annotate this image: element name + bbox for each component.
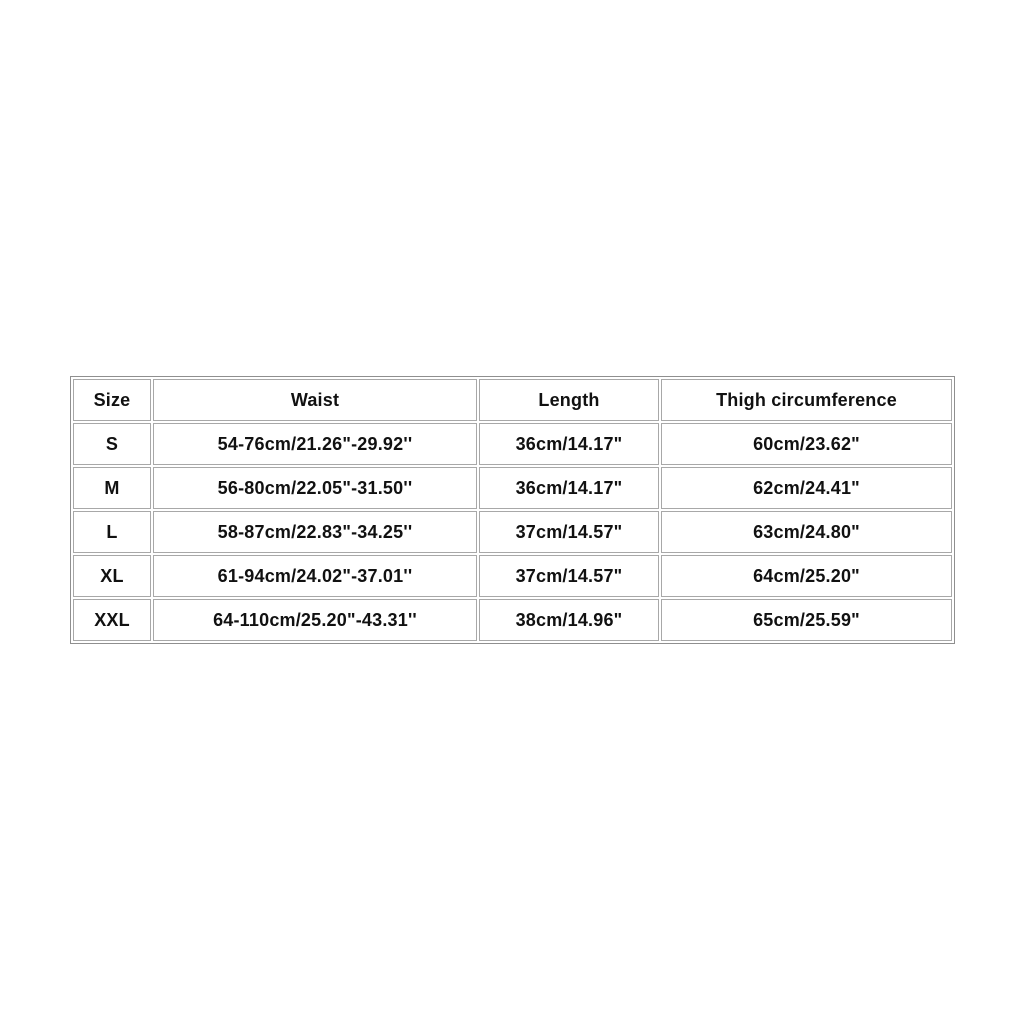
header-row — [73, 379, 952, 421]
cell-length: 37cm/14.57" — [479, 555, 659, 597]
cell-size: M — [73, 467, 151, 509]
cell-size: L — [73, 511, 151, 553]
table-row-xl — [73, 555, 952, 597]
cell-thigh: 64cm/25.20" — [661, 555, 952, 597]
header-waist: Waist — [153, 379, 477, 421]
cell-waist: 58-87cm/22.83"-34.25'' — [153, 511, 477, 553]
header-thigh-circumference: Thigh circumference — [661, 379, 952, 421]
cell-thigh: 60cm/23.62" — [661, 423, 952, 465]
header-size: Size — [73, 379, 151, 421]
cell-size: S — [73, 423, 151, 465]
cell-thigh: 63cm/24.80" — [661, 511, 952, 553]
cell-thigh: 65cm/25.59" — [661, 599, 952, 641]
cell-length: 38cm/14.96" — [479, 599, 659, 641]
header-length: Length — [479, 379, 659, 421]
cell-waist: 56-80cm/22.05"-31.50'' — [153, 467, 477, 509]
cell-length: 36cm/14.17" — [479, 423, 659, 465]
size-chart-table — [70, 376, 955, 644]
table-row-m — [73, 467, 952, 509]
cell-waist: 54-76cm/21.26"-29.92'' — [153, 423, 477, 465]
cell-length: 37cm/14.57" — [479, 511, 659, 553]
cell-thigh: 62cm/24.41" — [661, 467, 952, 509]
table-row-s — [73, 423, 952, 465]
table-row-l — [73, 511, 952, 553]
cell-length: 36cm/14.17" — [479, 467, 659, 509]
cell-size: XXL — [73, 599, 151, 641]
cell-waist: 64-110cm/25.20"-43.31'' — [153, 599, 477, 641]
table-row-xxl — [73, 599, 952, 641]
cell-waist: 61-94cm/24.02"-37.01'' — [153, 555, 477, 597]
cell-size: XL — [73, 555, 151, 597]
